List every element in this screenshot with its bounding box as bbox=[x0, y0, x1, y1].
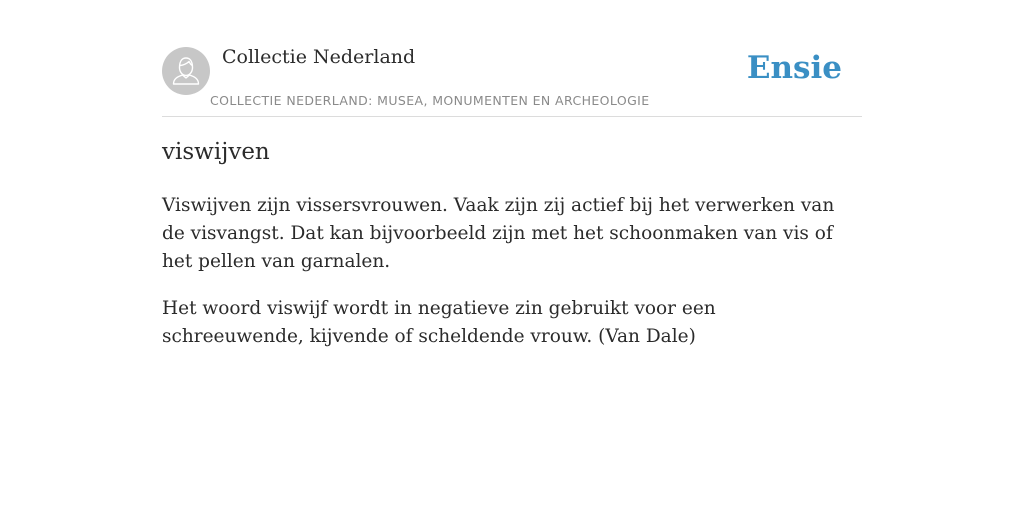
article-paragraph: Viswijven zijn vissersvrouwen. Vaak zijn zij actief bij het verwerken van de visvangst. Dat kan bijvoorbeeld zijn met het schoonmaken van vis of het pellen van garnalen. bbox=[162, 195, 835, 272]
user-icon bbox=[162, 47, 210, 95]
author-name[interactable]: Collectie Nederland bbox=[222, 46, 416, 68]
article-body bbox=[162, 192, 862, 370]
page-container bbox=[162, 0, 862, 347]
avatar[interactable] bbox=[162, 47, 210, 95]
article-paragraph: Het woord viswijf wordt in negatieve zin gebruikt voor een schreeuwende, kijvende of scheldende vrouw. (Van Dale) bbox=[162, 298, 716, 347]
ensie-logo[interactable]: Ensie bbox=[746, 50, 842, 86]
page-title: viswijven bbox=[162, 139, 270, 165]
article-header bbox=[162, 0, 862, 117]
author-subtitle[interactable]: COLLECTIE NEDERLAND: MUSEA, MONUMENTEN EN ARCHEOLOGIE bbox=[210, 93, 650, 108]
